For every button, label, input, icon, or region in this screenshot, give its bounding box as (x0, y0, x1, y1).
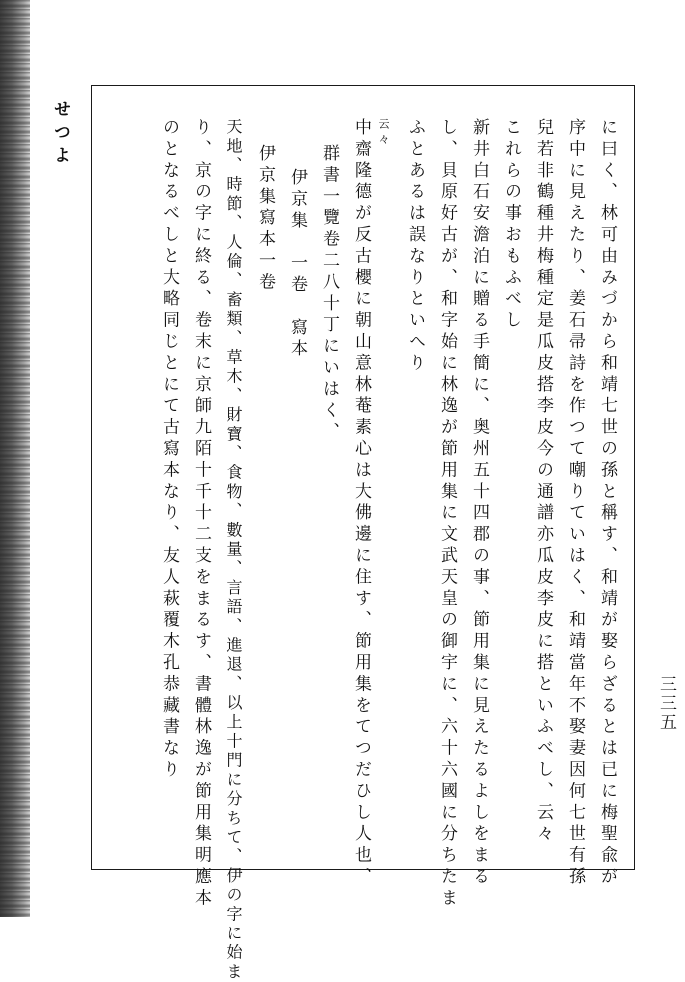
text-column-10: 群書一覽卷二八十丁にいはく、 (319, 144, 339, 444)
text-column-8-note: 云々 (377, 118, 390, 149)
text-column-4: これらの事おもふべし (501, 118, 521, 332)
text-column-9: 中齋隆德が反古櫻に朝山意林菴素心は大佛邊に住す、節用集をてつだひし人也、 (351, 118, 371, 889)
text-column-2: 序中に見えたり、姜石帚詩を作つて嘲りていはく、和靖當年不娶妻因何七世有孫 (565, 118, 585, 889)
body-text (100, 118, 620, 982)
text-column-6: し、貝原好古が、和字始に林逸が節用集に文武天皇の御宇に、六十六國に分ちたま (437, 118, 457, 910)
page-number: 三三五 (656, 675, 676, 732)
text-column-7: ふとあるは誤なりといへり (405, 118, 425, 375)
text-column-3: 兒若非鶴種井梅種定是瓜皮搭李皮今の通譜亦瓜皮李皮に搭といふべし、云々 (533, 118, 553, 846)
text-column-13: 天地、時節、人倫、畜類、草木、財寶、食物、數量、言語、進退、以上十門に分ちて、伊の字に始ま (224, 118, 243, 982)
running-head: せつよ (50, 100, 70, 169)
text-column-11: 伊京集 一卷 寫本 (287, 168, 307, 361)
text-column-14: り、京の字に終る、卷末に京師九陌十千十二支をまるす、書體林逸が節用集明應本 (191, 118, 211, 910)
text-column-15: のとなるべしと大略同じとにて古寫本なり、友人萩覆木孔恭藏書なり (159, 118, 179, 782)
text-column-12: 伊京集寫本一卷 (255, 144, 275, 294)
scan-binding-edge (0, 0, 30, 917)
text-column-1: に曰く、林可由みづから和靖七世の孫と稱す、和靖が娶らざるとは已に梅聖兪が (597, 118, 617, 889)
text-column-5: 新井白石安澹泊に贈る手簡に、奥州五十四郡の事、節用集に見えたるよしをまる (469, 118, 489, 889)
